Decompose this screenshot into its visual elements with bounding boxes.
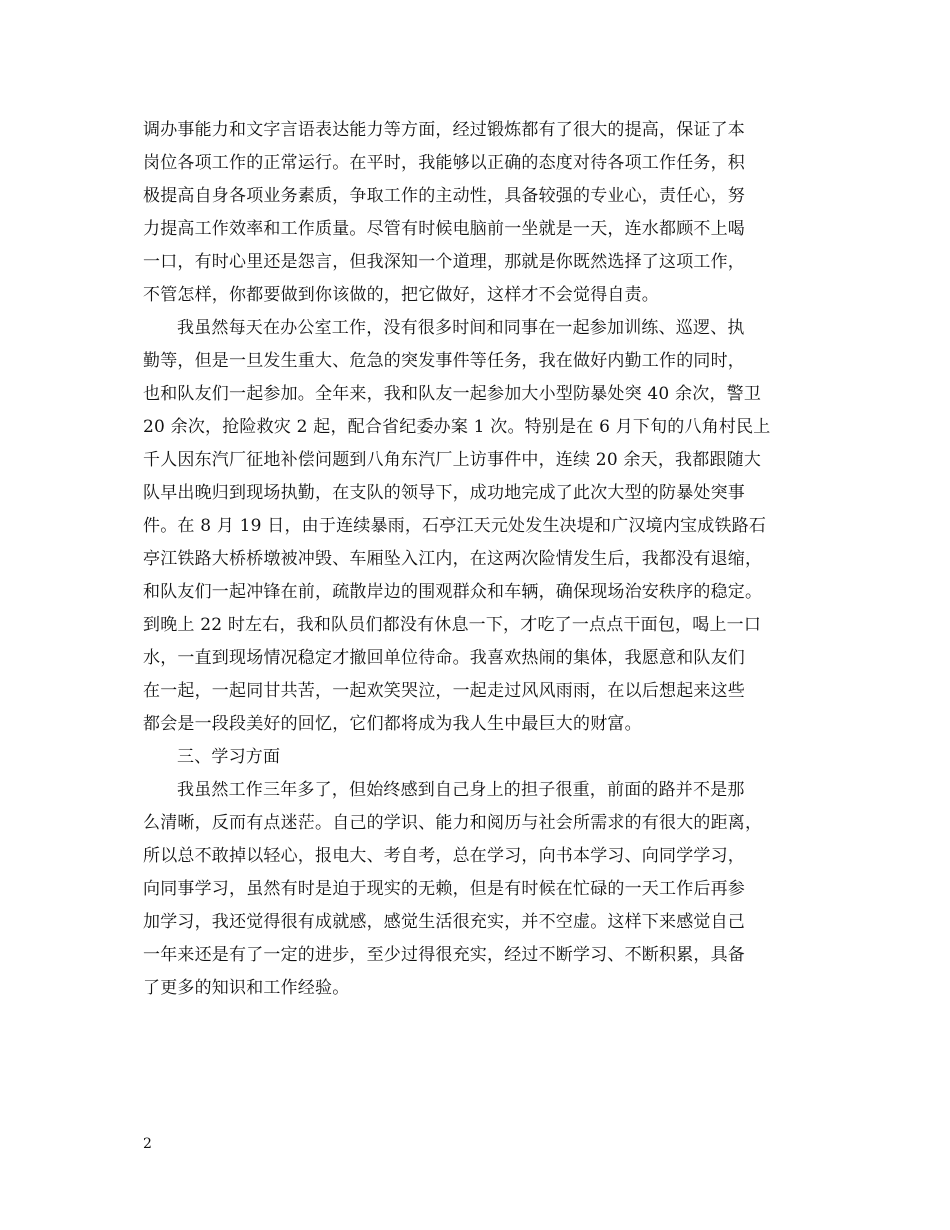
page-number: 2: [143, 1136, 152, 1152]
text-line: 也和队友们一起参加。全年来，我和队友一起参加大小型防暴处突 40 余次，警卫: [143, 384, 762, 404]
text-line: 水，一直到现场情况稳定才撤回单位待命。我喜欢热闹的集体，我愿意和队友们: [143, 648, 745, 668]
text-line: 和队友们一起冲锋在前，疏散岸边的围观群众和车辆，确保现场治安秩序的稳定。: [143, 582, 763, 602]
text-line: 力提高工作效率和工作质量。尽管有时候电脑前一坐就是一天，连水都顾不上喝: [143, 219, 745, 239]
text-line: 向同事学习，虽然有时是迫于现实的无赖，但是有时候在忙碌的一天工作后再参: [143, 879, 745, 899]
text-line: 20 余次，抢险救灾 2 起，配合省纪委办案 1 次。特别是在 6 月下旬的八角村民上: [143, 417, 771, 437]
text-line: 勤等，但是一旦发生重大、危急的突发事件等任务，我在做好内勤工作的同时，: [143, 351, 745, 371]
section-heading: 三、学习方面: [177, 747, 281, 767]
body-text: [143, 114, 808, 1005]
text-line: 极提高自身各项业务素质，争取工作的主动性，具备较强的专业心，责任心，努: [143, 186, 745, 206]
text-line: 都会是一段段美好的回忆，它们都将成为我人生中最巨大的财富。: [143, 714, 642, 734]
text-line: 了更多的知识和工作经验。: [143, 978, 350, 998]
text-line: 所以总不敢掉以轻心，报电大、考自考，总在学习，向书本学习、向同学学习，: [143, 846, 745, 866]
paragraph-first-line: 我虽然每天在办公室工作，没有很多时间和同事在一起参加训练、巡逻、执: [177, 318, 745, 338]
text-line: 件。在 8 月 19 日，由于连续暴雨，石亭江天元处发生决堤和广汉境内宝成铁路石: [143, 516, 767, 536]
paragraph-first-line: 我虽然工作三年多了，但始终感到自己身上的担子很重，前面的路并不是那: [177, 780, 745, 800]
text-line: 岗位各项工作的正常运行。在平时，我能够以正确的态度对待各项工作任务，积: [143, 153, 745, 173]
text-line: 不管怎样，你都要做到你该做的，把它做好，这样才不会觉得自责。: [143, 285, 659, 305]
text-line: 在一起，一起同甘共苦，一起欢笑哭泣，一起走过风风雨雨，在以后想起来这些: [143, 681, 745, 701]
text-line: 千人因东汽厂征地补偿问题到八角东汽厂上访事件中，连续 20 余天，我都跟随大: [143, 450, 762, 470]
text-line: 一年来还是有了一定的进步，至少过得很充实，经过不断学习、不断积累，具备: [143, 945, 745, 965]
text-line: 亭江铁路大桥桥墩被冲毁、车厢坠入江内，在这两次险情发生后，我都没有退缩，: [143, 549, 763, 569]
text-line: 队早出晚归到现场执勤，在支队的领导下，成功地完成了此次大型的防暴处突事: [143, 483, 745, 503]
text-line: 加学习，我还觉得很有成就感，感觉生活很充实，并不空虚。这样下来感觉自己: [143, 912, 745, 932]
text-line: 一口，有时心里还是怨言，但我深知一个道理，那就是你既然选择了这项工作，: [143, 252, 745, 272]
text-line: 到晚上 22 时左右，我和队员们都没有休息一下，才吃了一点点干面包，喝上一口: [143, 615, 762, 635]
text-line: 调办事能力和文字言语表达能力等方面，经过锻炼都有了很大的提高，保证了本: [143, 120, 745, 140]
text-line: 么清晰，反而有点迷茫。自己的学识、能力和阅历与社会所需求的有很大的距离，: [143, 813, 763, 833]
